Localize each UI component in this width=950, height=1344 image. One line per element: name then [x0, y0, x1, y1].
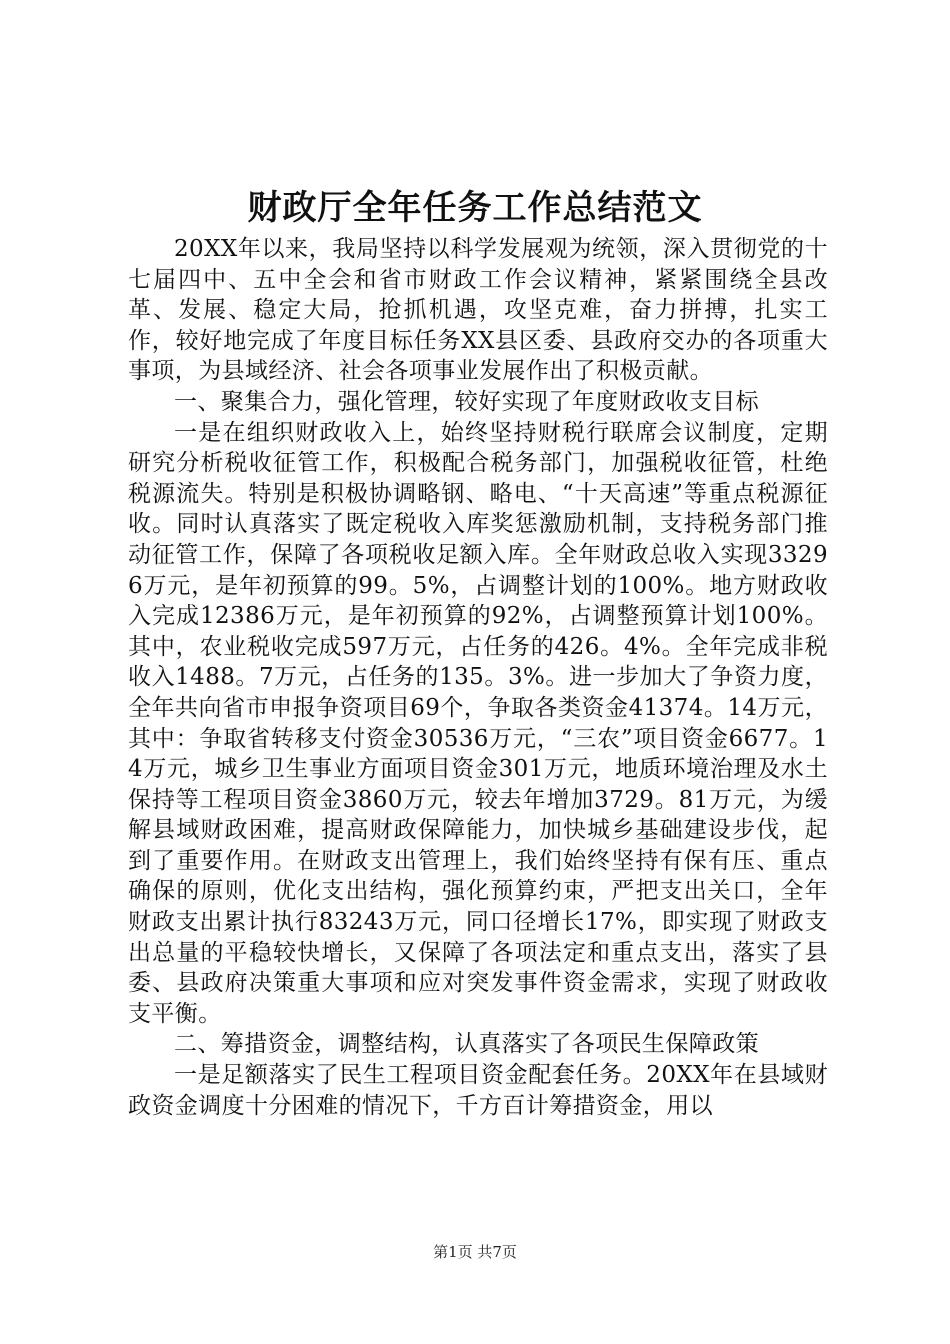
document-title: 财政厅全年任务工作总结范文 [247, 188, 703, 228]
section-2-heading: 二、筹措资金，调整结构，认真落实了各项民生保障政策 [174, 1031, 759, 1058]
section-1-paragraph: 一是在组织财政收入上，始终坚持财税行联席会议制度，定期研究分析税收征管工作，积极配合税务部门，加强税收征管，杜绝税源流失。特别是积极协调略钢、略电、“十天高速”等重点税源征收。同时认真落实了既定税收入库奖惩激励机制，支持税务部门推动征管工作，保障了各项税收足额入库。全年财政总收入实现33296万元，是年初预算的99。5%，占调整计划的100%。地方财政收入完成12386万元，是年初预算的92%，占调整预算计划100%。其中，农业税收完成597万元，占任务的426。4%。全年完成非税收入1488。7万元，占任务的135。3%。进一步加大了争资力度，全年共向省市申报争资项目69个，争取各类资金41374。14万元，其中：争取省转移支付资金30536万元，“三农”项目资金6677。14万元，城乡卫生事业方面项目资金301万元，地质环境治理及水土保持等工程项目资金3860万元，较去年增加3729。81万元，为缓解县域财政困难，提高财政保障能力，加快城乡基础建设步伐，起到了重要作用。在财政支出管理上，我们始终坚持有保有压、重点确保的原则，优化支出结构，强化预算约束，严把支出关口，全年财政支出累计执行83243万元，同口径增长17%，即实现了财政支出总量的平稳较快增长，又保障了各项法定和重点支出，落实了县委、县政府决策重大事项和应对突发事件资金需求，实现了财政收支平衡。 [128, 419, 828, 1027]
section-1-heading: 一、聚集合力，强化管理，较好实现了年度财政收支目标 [174, 388, 759, 415]
page-number-footer: 第1页 共7页 [433, 1243, 517, 1261]
document-body [128, 234, 828, 1121]
intro-paragraph: 20XX年以来，我局坚持以科学发展观为统领，深入贯彻党的十七届四中、五中全会和省市财政工作会议精神，紧紧围绕全县改革、发展、稳定大局，抢抓机遇，攻坚克难，奋力拼搏，扎实工作，较好地完成了年度目标任务XX县区委、县政府交办的各项重大事项，为县域经济、社会各项事业发展作出了积极贡献。 [128, 236, 828, 385]
section-2-paragraph: 一是足额落实了民生工程项目资金配套任务。20XX年在县域财政资金调度十分困难的情况下，千方百计筹措资金，用以 [128, 1062, 828, 1119]
